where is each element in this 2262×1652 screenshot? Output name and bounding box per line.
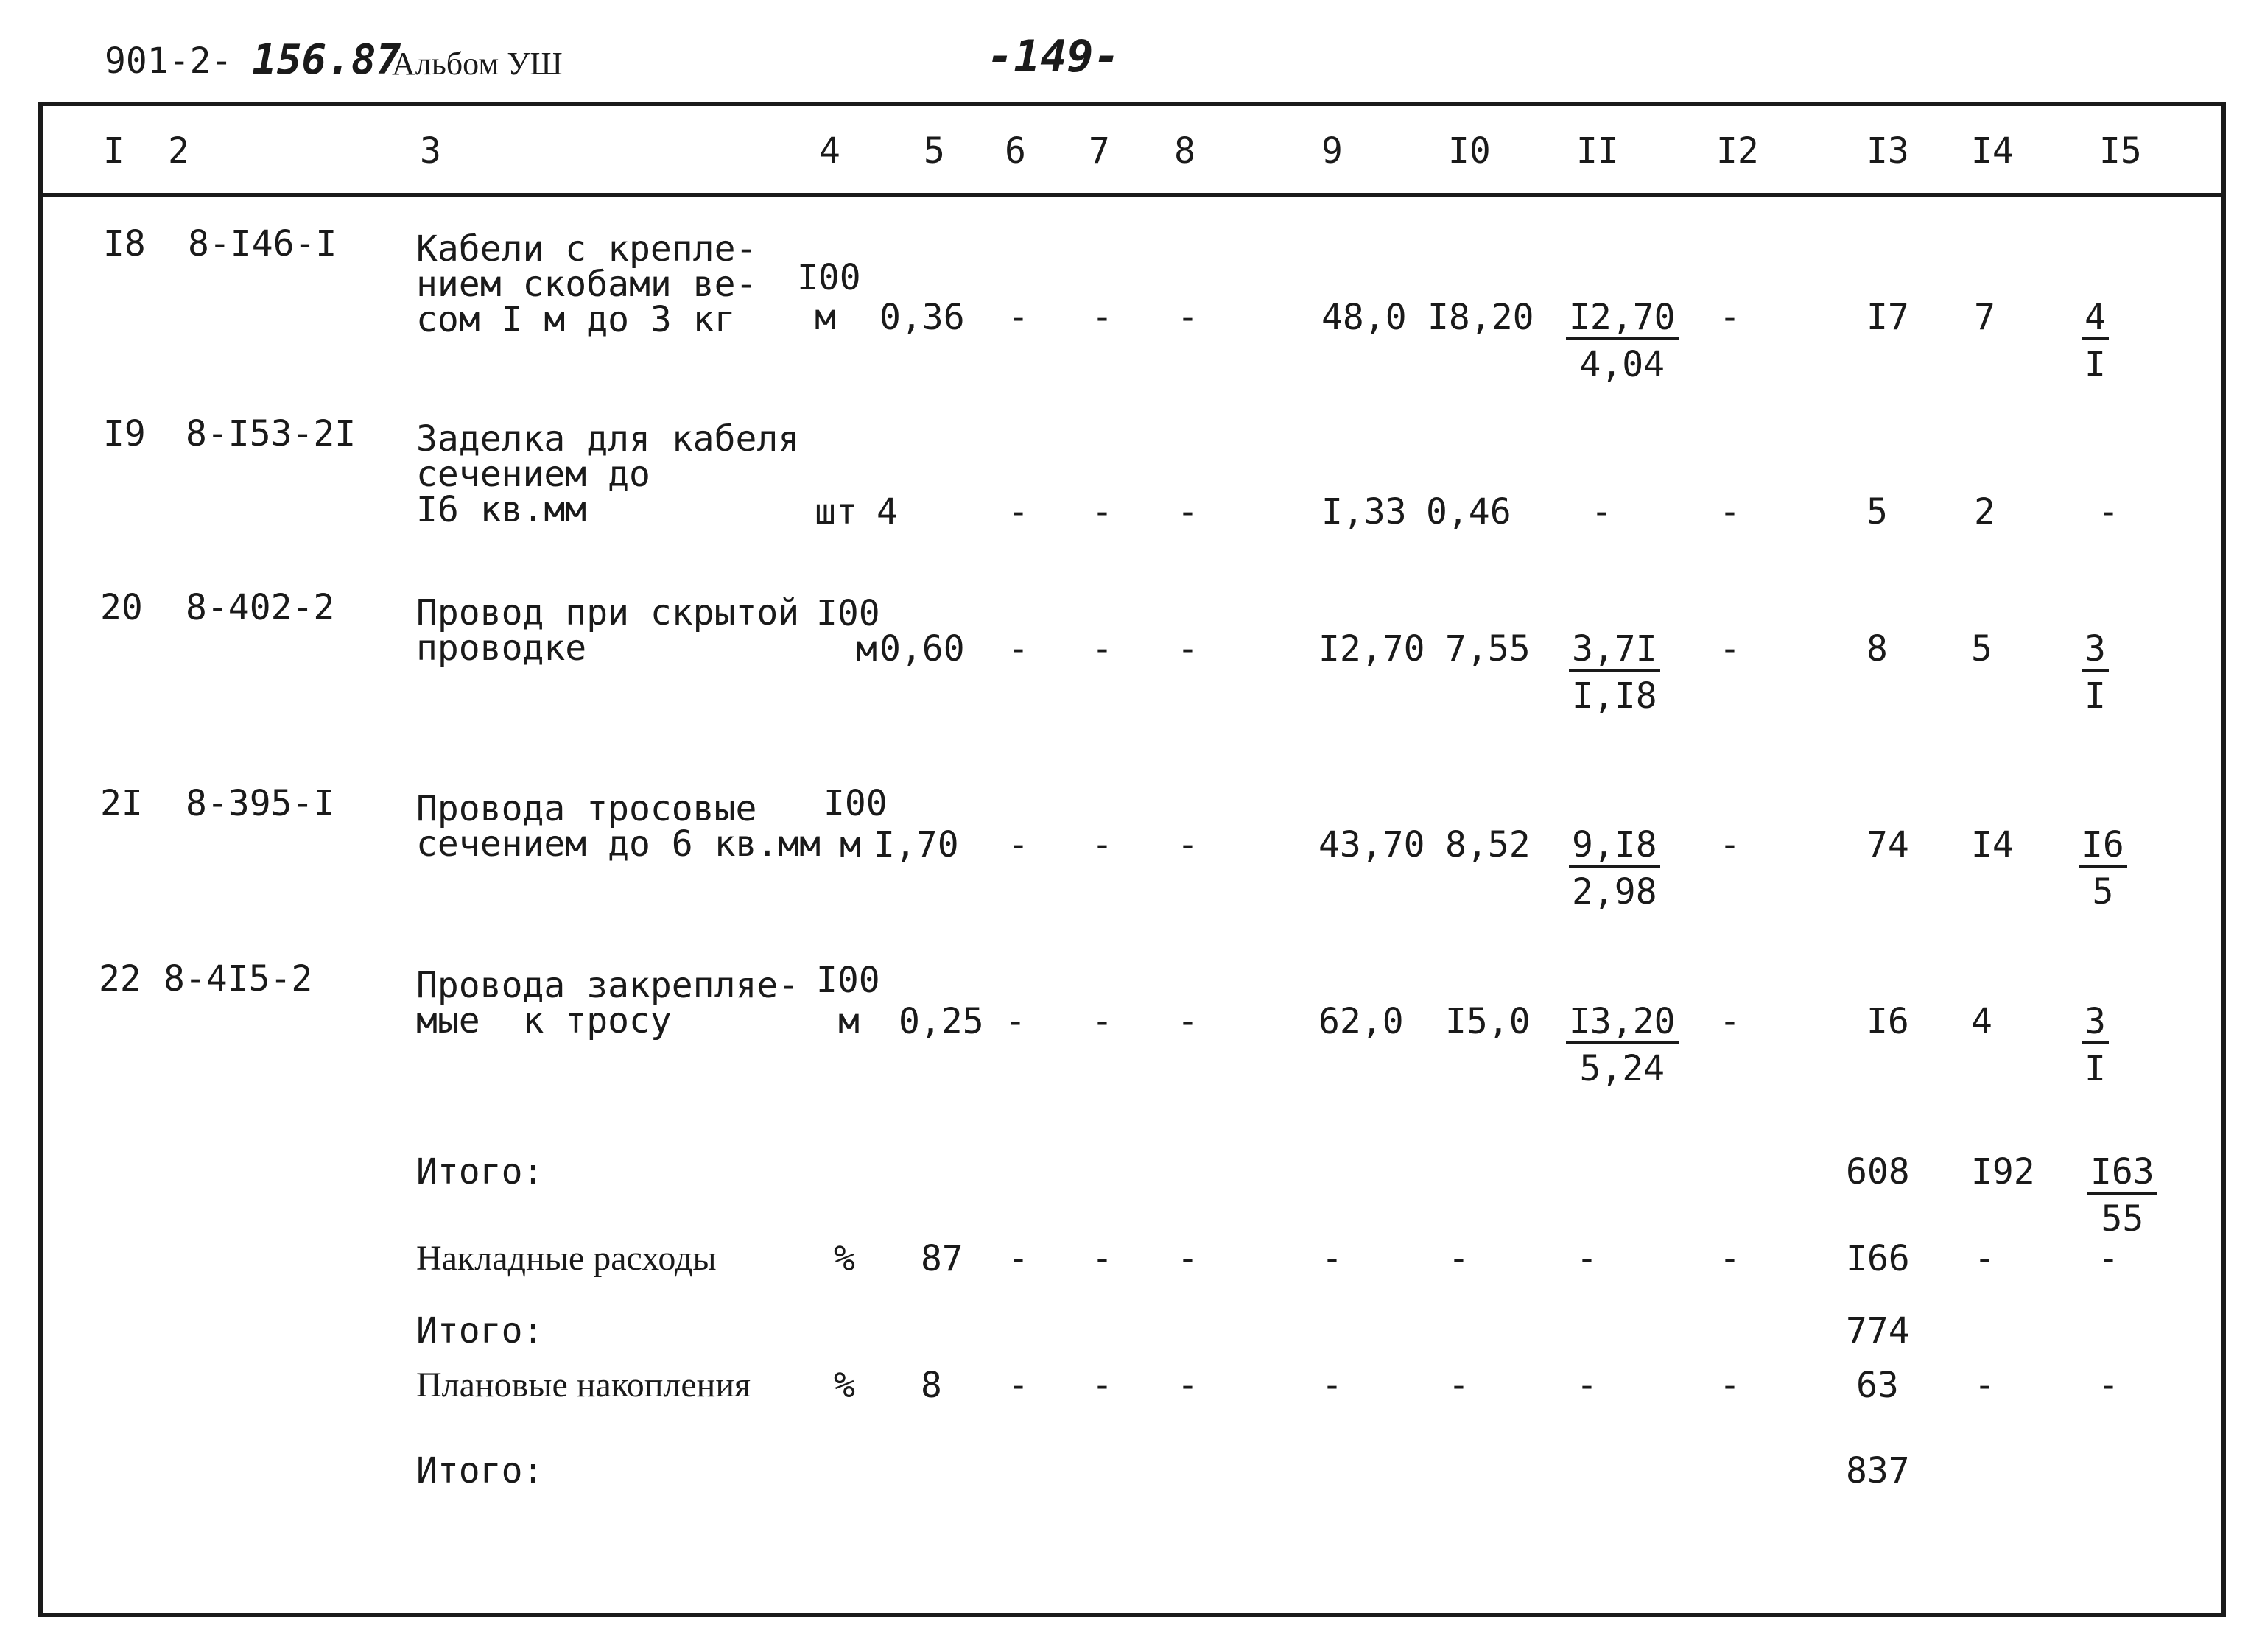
total-cost: I6 <box>1866 1001 1909 1042</box>
overhead-percent: 87 <box>921 1238 963 1279</box>
dash: - <box>1008 491 1029 532</box>
rate-code: 8-402-2 <box>186 587 335 628</box>
dash: - <box>1591 491 1612 532</box>
dash: - <box>1177 1238 1198 1279</box>
percent-sign: % <box>834 1238 855 1279</box>
overhead-label: Накладные расходы <box>416 1239 717 1278</box>
unit-cost: I2,70 <box>1318 628 1425 669</box>
dash: - <box>1092 1001 1113 1042</box>
row-number: 2I <box>100 783 143 824</box>
wage-cost: I8,20 <box>1427 297 1534 338</box>
album-label: Альбом УШ <box>392 46 563 82</box>
column-header: I2 <box>1716 130 1759 172</box>
fraction-numerator: 4 <box>2082 299 2109 340</box>
work-description: Провод при скрытой проводке <box>416 592 800 669</box>
fraction-numerator: 3 <box>2082 630 2109 672</box>
rate-code: 8-395-I <box>186 783 335 824</box>
total-cost: 774 <box>1846 1310 1910 1352</box>
planned-savings-cost: 63 <box>1856 1365 1899 1406</box>
unit: шт <box>815 491 857 532</box>
total-wage: 7 <box>1974 297 1995 338</box>
unit: м <box>856 628 877 669</box>
total-label: Итого: <box>416 1151 544 1192</box>
dash: - <box>1092 491 1113 532</box>
dash: - <box>1719 297 1741 338</box>
machine-cost-fraction <box>1569 824 1660 913</box>
fraction-numerator: I3,20 <box>1566 1003 1679 1044</box>
total-label: Итого: <box>416 1310 544 1352</box>
column-header: 2 <box>168 130 189 172</box>
fraction-denominator: I <box>2084 675 2106 717</box>
quantity: 4 <box>877 491 898 532</box>
dash: - <box>1008 628 1029 669</box>
unit-multiplier: I00 <box>816 960 880 1001</box>
column-header: 7 <box>1089 130 1110 172</box>
planned-savings-label: Плановые накопления <box>416 1365 751 1405</box>
fraction-denominator: 2,98 <box>1572 871 1657 913</box>
dash: - <box>1008 824 1029 865</box>
fraction-numerator: 3,7I <box>1569 630 1660 672</box>
column-header: 3 <box>420 130 441 172</box>
unit-cost: 62,0 <box>1318 1001 1404 1042</box>
dash: - <box>1719 1365 1741 1406</box>
dash: - <box>1719 1238 1741 1279</box>
wage-cost: 0,46 <box>1426 491 1511 532</box>
total-machine-fraction <box>2082 628 2109 717</box>
total-wage: 4 <box>1971 1001 1992 1042</box>
grand-total-cost: 837 <box>1846 1450 1910 1491</box>
unit: м <box>815 297 836 338</box>
rate-code: 8-I53-2I <box>186 413 356 454</box>
column-header: I5 <box>2099 130 2142 172</box>
header-divider <box>38 193 2226 197</box>
work-description: Провода закрепляе- мые к тросу <box>416 965 800 1041</box>
overhead-cost: I66 <box>1846 1238 1910 1279</box>
total-machine-fraction <box>2082 1003 2109 1087</box>
fraction-denominator: I <box>2084 1048 2106 1089</box>
work-description: Провода тросовые сечением до 6 кв.мм <box>416 788 821 865</box>
dash: - <box>1177 297 1198 338</box>
fraction-numerator: I2,70 <box>1566 299 1679 340</box>
dash: - <box>1719 1001 1741 1042</box>
total-wage: I4 <box>1971 824 2014 865</box>
fraction-denominator: 4,04 <box>1579 344 1665 385</box>
column-header: I0 <box>1448 130 1491 172</box>
quantity: 0,25 <box>899 1001 984 1042</box>
dash: - <box>1321 1365 1343 1406</box>
quantity: I,70 <box>874 824 959 865</box>
dash: - <box>1177 1365 1198 1406</box>
dash: - <box>1092 628 1113 669</box>
fraction-denominator: 5,24 <box>1579 1048 1665 1089</box>
row-number: I8 <box>103 223 146 264</box>
dash: - <box>1005 1001 1026 1042</box>
total-machine-fraction <box>2082 299 2109 383</box>
percent-sign: % <box>834 1365 855 1406</box>
machine-cost-fraction <box>1569 628 1660 717</box>
column-header: 9 <box>1321 130 1343 172</box>
unit-multiplier: I00 <box>823 783 888 824</box>
dash: - <box>1974 1365 1995 1406</box>
column-header: I3 <box>1866 130 1909 172</box>
fraction-denominator: I <box>2084 344 2106 385</box>
machine-cost-fraction <box>1566 299 1679 383</box>
unit-multiplier: I00 <box>797 257 861 298</box>
unit-cost: 43,70 <box>1318 824 1425 865</box>
total-machine-fraction <box>2079 824 2127 913</box>
dash: - <box>2098 1365 2119 1406</box>
dash: - <box>1092 297 1113 338</box>
dash: - <box>1008 297 1029 338</box>
fraction-denominator: 5 <box>2092 871 2114 913</box>
total-cost: 608 <box>1846 1151 1910 1192</box>
total-wage: 5 <box>1971 628 1992 669</box>
work-description: Заделка для кабеля сечением до I6 кв.мм <box>416 418 800 530</box>
quantity: 0,36 <box>879 297 965 338</box>
column-header: I4 <box>1971 130 2014 172</box>
fraction-numerator: 9,I8 <box>1569 826 1660 868</box>
row-number: 20 <box>100 587 143 628</box>
row-number: I9 <box>103 413 146 454</box>
dash: - <box>1576 1238 1598 1279</box>
total-machine-fraction <box>2087 1151 2157 1240</box>
total-wage: I92 <box>1971 1151 2035 1192</box>
dash: - <box>1974 1238 1995 1279</box>
column-header: II <box>1576 130 1619 172</box>
column-header: 6 <box>1005 130 1026 172</box>
page-number: -149- <box>987 31 1120 82</box>
column-header: 5 <box>924 130 945 172</box>
fraction-denominator: I,I8 <box>1572 675 1657 717</box>
wage-cost: 8,52 <box>1445 824 1531 865</box>
column-header: I <box>103 130 124 172</box>
total-label: Итого: <box>416 1450 544 1491</box>
dash: - <box>1719 824 1741 865</box>
total-cost: 8 <box>1866 628 1888 669</box>
fraction-numerator: 3 <box>2082 1003 2109 1044</box>
dash: - <box>1719 628 1741 669</box>
total-cost: 74 <box>1866 824 1909 865</box>
fraction-denominator: 55 <box>2101 1198 2144 1240</box>
dash: - <box>2098 1238 2119 1279</box>
unit-cost: I,33 <box>1321 491 1407 532</box>
rate-code: 8-4I5-2 <box>164 958 313 999</box>
document-code: 901-2- <box>105 41 233 82</box>
total-wage: 2 <box>1974 491 1995 532</box>
dash: - <box>1177 491 1198 532</box>
column-header: 8 <box>1174 130 1195 172</box>
row-number: 22 <box>99 958 141 999</box>
quantity: 0,60 <box>879 628 965 669</box>
dash: - <box>1008 1238 1029 1279</box>
dash: - <box>1177 824 1198 865</box>
dash: - <box>1177 1001 1198 1042</box>
dash: - <box>1448 1365 1469 1406</box>
dash: - <box>1092 1238 1113 1279</box>
dash: - <box>1719 491 1741 532</box>
dash: - <box>1576 1365 1598 1406</box>
unit: м <box>838 1001 860 1042</box>
dash: - <box>1448 1238 1469 1279</box>
dash: - <box>1008 1365 1029 1406</box>
work-description: Кабели с крепле- нием скобами ве- сом I м до 3 кг <box>416 228 757 340</box>
fraction-numerator: I6 <box>2079 826 2127 868</box>
dash: - <box>1092 1365 1113 1406</box>
planned-savings-percent: 8 <box>921 1365 942 1406</box>
unit: м <box>840 824 861 865</box>
document-number: 156.87 <box>252 36 401 84</box>
dash: - <box>1177 628 1198 669</box>
machine-cost-fraction <box>1566 1003 1679 1087</box>
fraction-numerator: I63 <box>2087 1153 2157 1195</box>
wage-cost: I5,0 <box>1445 1001 1531 1042</box>
total-cost: I7 <box>1866 297 1909 338</box>
unit-multiplier: I00 <box>816 593 880 634</box>
column-header: 4 <box>819 130 840 172</box>
rate-code: 8-I46-I <box>188 223 337 264</box>
unit-cost: 48,0 <box>1321 297 1407 338</box>
total-cost: 5 <box>1866 491 1888 532</box>
wage-cost: 7,55 <box>1445 628 1531 669</box>
dash: - <box>2098 491 2119 532</box>
dash: - <box>1092 824 1113 865</box>
dash: - <box>1321 1238 1343 1279</box>
